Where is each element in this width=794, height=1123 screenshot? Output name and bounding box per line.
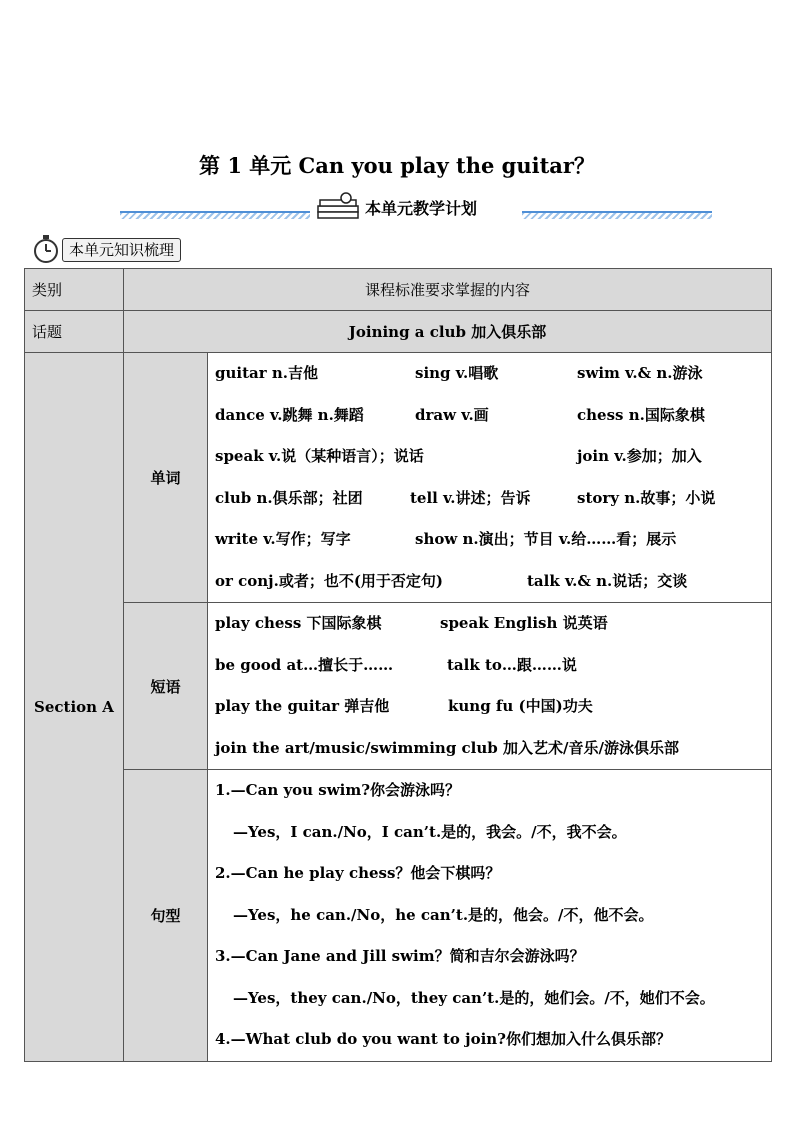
phrase-entry: talk to…跟……说 xyxy=(447,655,577,674)
word-entry: write v.写作；写字 xyxy=(215,530,351,548)
sentences-cell xyxy=(208,770,772,1062)
phrase-line xyxy=(215,728,771,770)
teaching-plan-banner xyxy=(120,190,712,226)
word-entry: dance v.跳舞 n.舞蹈 xyxy=(215,405,364,424)
topic-value: Joining a club 加入俱乐部 xyxy=(124,311,772,353)
word-entry: story n.故事；小说 xyxy=(577,488,716,507)
header-content: 课程标准要求掌握的内容 xyxy=(124,269,772,311)
word-line xyxy=(215,519,771,561)
topic-row xyxy=(25,311,772,353)
phrases-cell xyxy=(208,603,772,770)
word-entry: guitar n.吉他 xyxy=(215,364,318,382)
word-entry: tell v.讲述；告诉 xyxy=(410,488,531,507)
sentence-line: —Yes，I can./No，I can’t.是的，我会。/不，我不会。 xyxy=(233,822,627,841)
banner-left-stripe xyxy=(120,211,310,219)
word-entry: show n.演出；节目 v.给……看；展示 xyxy=(415,530,677,548)
sentence-line: —Yes，they can./No，they can’t.是的，她们会。/不，她们不会。 xyxy=(233,988,715,1007)
phrase-entry: kung fu (中国)功夫 xyxy=(448,697,593,715)
phrase-entry: join the art/music/swimming club 加入艺术/音乐/游泳俱乐部 xyxy=(215,738,679,757)
banner-label: 本单元教学计划 xyxy=(365,199,478,218)
word-entry: speak v.说（某种语言）；说话 xyxy=(215,447,424,465)
sentence-line: 4.—What club do you want to join?你们想加入什么俱乐部？ xyxy=(215,1030,671,1048)
section-label: Section A xyxy=(25,353,124,1062)
header-category: 类别 xyxy=(25,269,124,311)
word-entry: draw v.画 xyxy=(415,405,489,424)
word-entry: chess n.国际象棋 xyxy=(577,405,705,424)
word-line xyxy=(215,353,771,395)
phrase-line xyxy=(215,686,771,728)
table-header-row xyxy=(25,269,772,311)
word-entry: join v.参加；加入 xyxy=(577,447,702,465)
word-entry: swim v.& n.游泳 xyxy=(577,364,703,382)
phrase-line xyxy=(215,645,771,687)
sentence-line: 1.—Can you swim?你会游泳吗？ xyxy=(215,781,461,799)
words-row xyxy=(25,353,772,603)
phrase-line xyxy=(215,603,771,645)
phrase-entry: be good at…擅长于…… xyxy=(215,655,394,674)
phrases-row xyxy=(25,603,772,770)
word-entry: or conj.或者；也不(用于否定句) xyxy=(215,571,444,590)
words-cell xyxy=(208,353,772,603)
banner-right-stripe xyxy=(522,211,712,219)
phrases-label: 短语 xyxy=(124,603,208,770)
page-title: 第 1 单元 Can you play the guitar？ xyxy=(199,153,595,178)
word-entry: talk v.& n.说话；交谈 xyxy=(527,571,688,590)
phrase-entry: play chess 下国际象棋 xyxy=(215,614,382,632)
knowledge-table xyxy=(24,268,772,1062)
word-entry: sing v.唱歌 xyxy=(415,364,499,382)
sentence-line: 3.—Can Jane and Jill swim？简和吉尔会游泳吗？ xyxy=(215,947,585,965)
word-line xyxy=(215,478,771,520)
words-label: 单词 xyxy=(124,353,208,603)
phrase-entry: play the guitar 弹吉他 xyxy=(215,697,390,715)
word-entry: club n.俱乐部；社团 xyxy=(215,488,363,507)
sentences-row xyxy=(25,770,772,1062)
books-icon xyxy=(316,192,360,220)
knowledge-tag-label: 本单元知识梳理 xyxy=(62,238,181,262)
stopwatch-icon xyxy=(30,233,62,265)
word-line xyxy=(215,395,771,437)
phrase-entry: speak English 说英语 xyxy=(440,614,608,632)
word-line xyxy=(215,436,771,478)
topic-label: 话题 xyxy=(25,311,124,353)
sentence-line: 2.—Can he play chess？他会下棋吗？ xyxy=(215,864,501,882)
sentences-label: 句型 xyxy=(124,770,208,1062)
word-line xyxy=(215,561,771,603)
sentence-line: —Yes，he can./No，he can’t.是的，他会。/不，他不会。 xyxy=(233,905,654,924)
